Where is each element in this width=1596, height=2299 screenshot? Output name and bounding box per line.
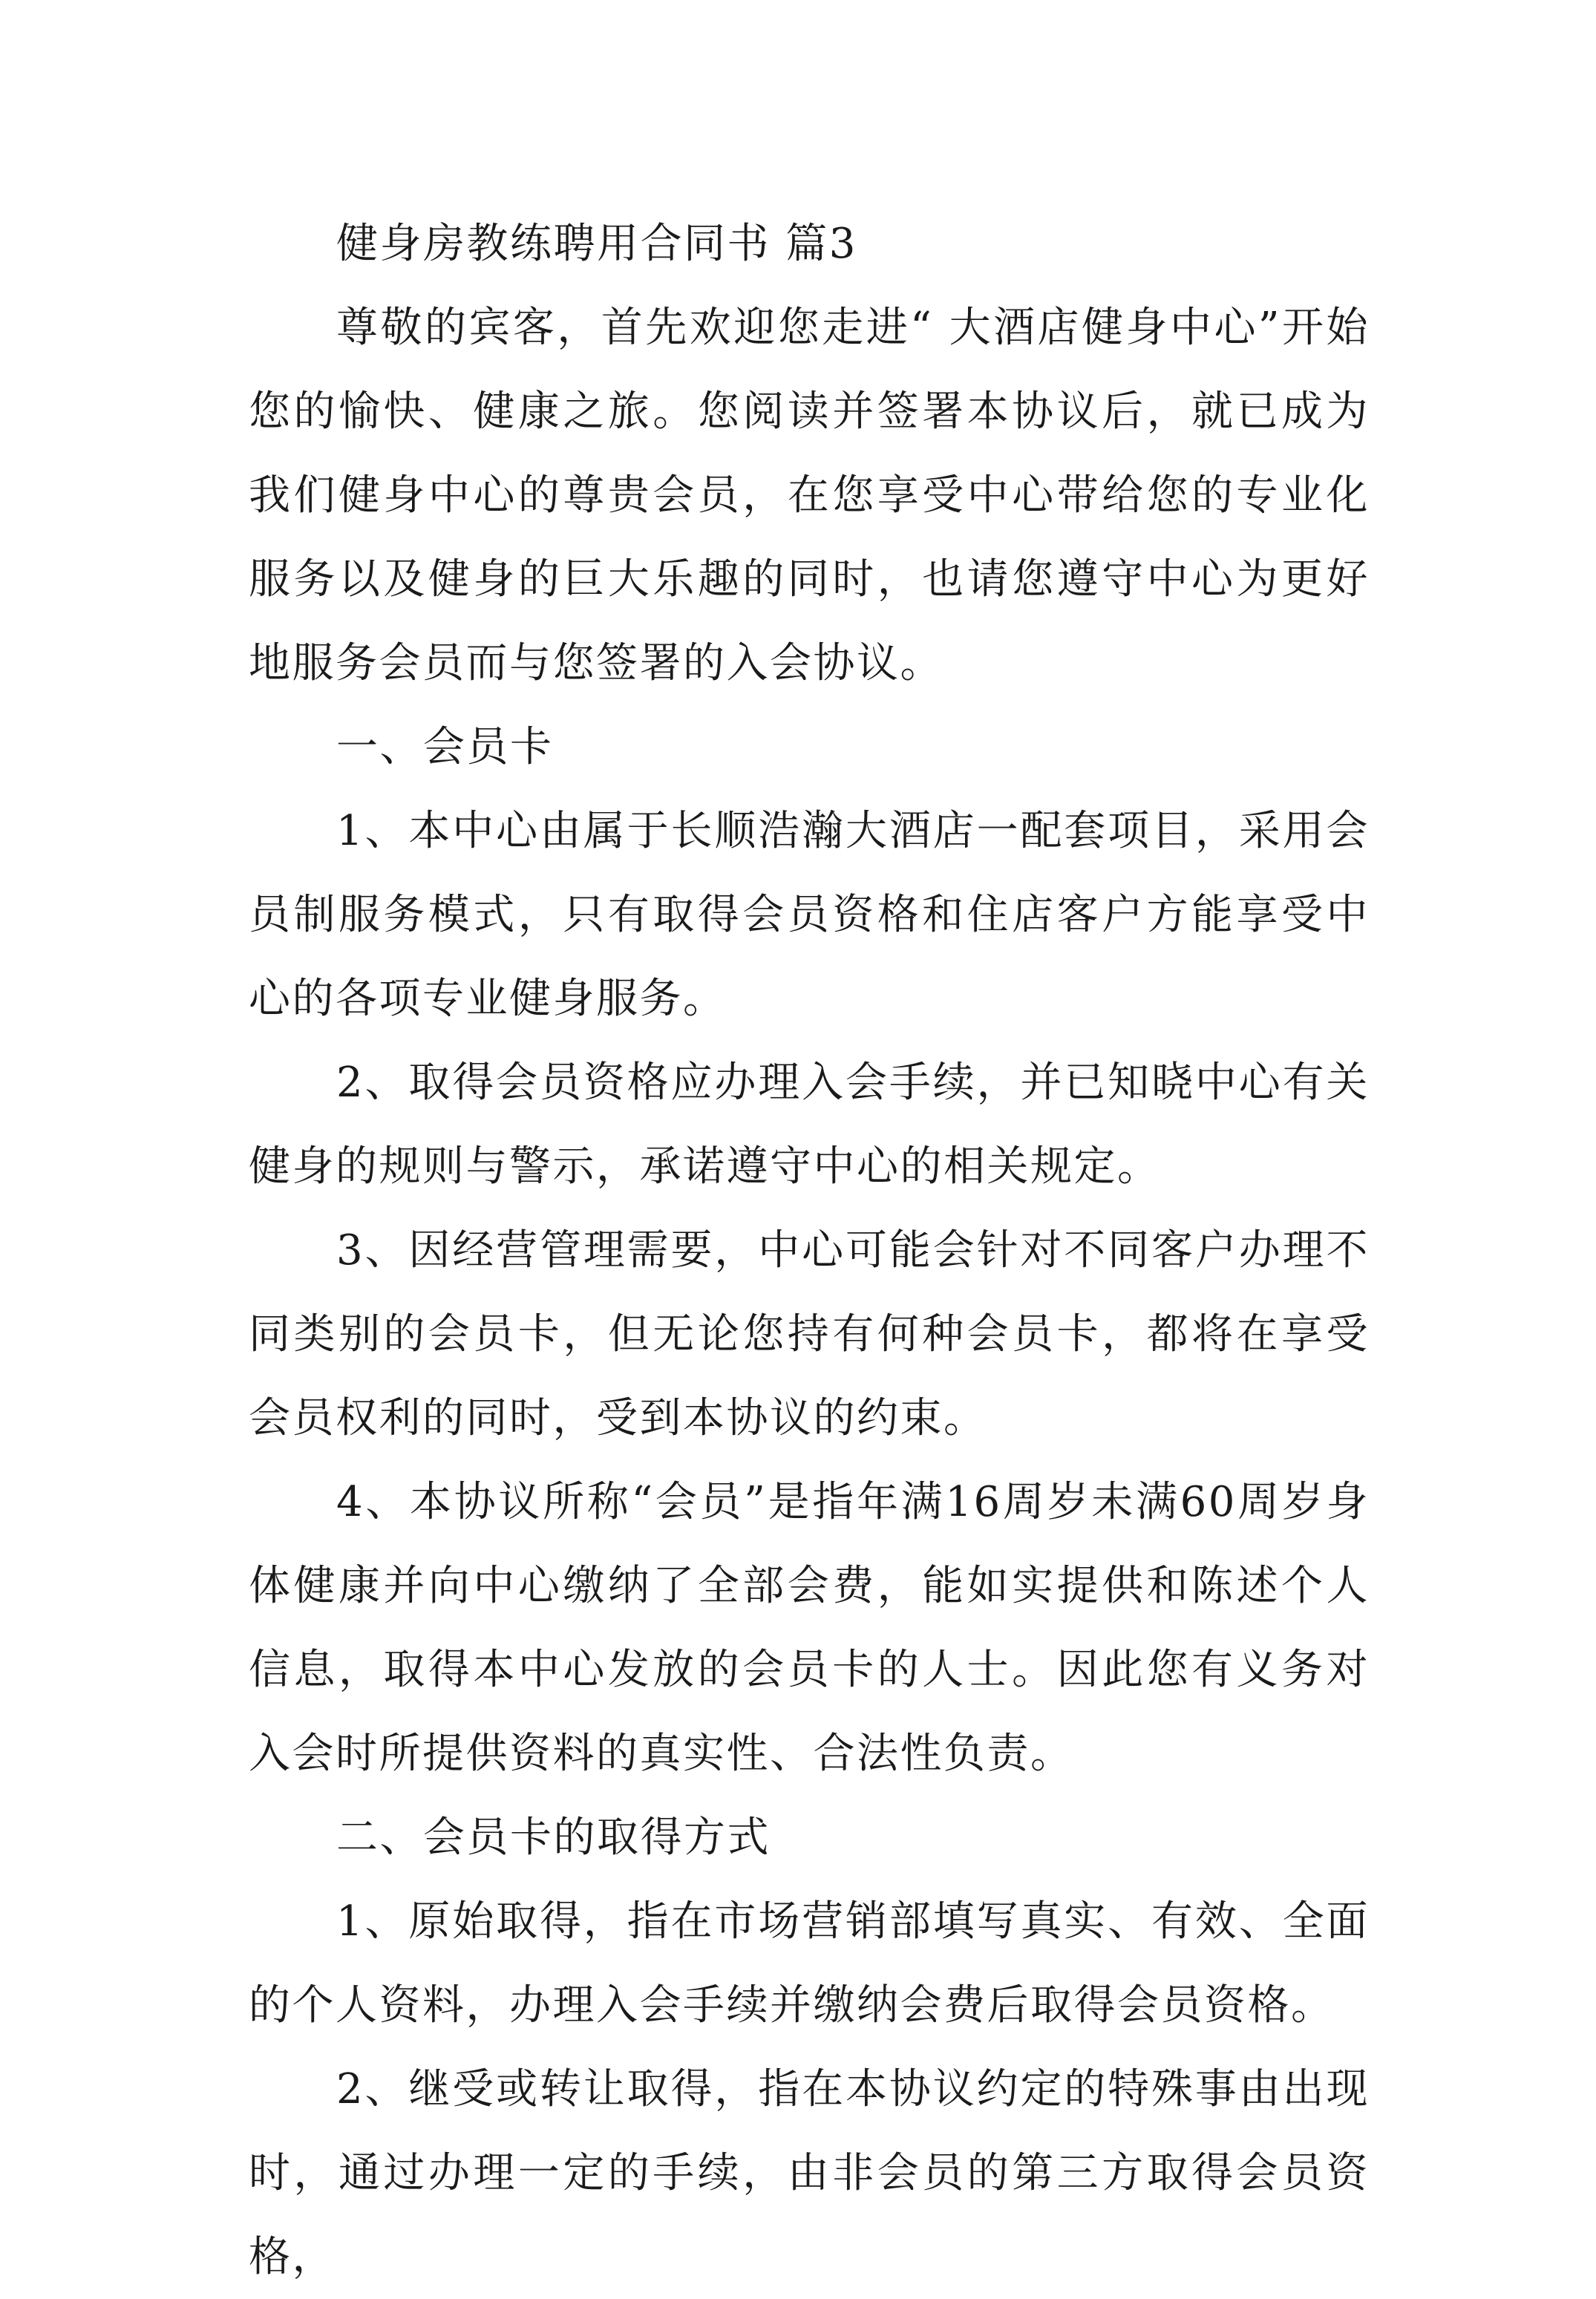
clause-2-2: 2、继受或转让取得，指在本协议约定的特殊事由出现时，通过办理一定的手续，由非会员的第三方取得会员资格，	[249, 2065, 1370, 2281]
clause-1-1: 1、本中心由属于长顺浩瀚大酒店一配套项目，采用会员制服务模式，只有取得会员资格和住店客户方能享受中心的各项专业健身服务。	[249, 807, 1370, 1023]
clause-2-1: 1、原始取得，指在市场营销部填写真实、有效、全面的个人资料，办理入会手续并缴纳会费后取得会员资格。	[249, 1897, 1370, 2030]
section-heading-card-acquisition: 二、会员卡的取得方式	[336, 1814, 771, 1862]
document-title: 健身房教练聘用合同书 篇3	[336, 220, 857, 268]
section-heading-membership-card: 一、会员卡	[336, 723, 554, 771]
paragraph-intro: 尊敬的宾客，首先欢迎您走进“ 大酒店健身中心”开始您的愉快、健康之旅。您阅读并签署本协议后，就已成为我们健身中心的尊贵会员，在您享受中心带给您的专业化服务以及健身的巨大乐趣的同时，也请您遵守中心为更好地服务会员而与您签署的入会协议。	[249, 304, 1370, 687]
clause-1-2: 2、取得会员资格应办理入会手续，并已知晓中心有关健身的规则与警示，承诺遵守中心的相关规定。	[249, 1059, 1370, 1191]
clause-1-4: 4、本协议所称“会员”是指年满16周岁未满60周岁身体健康并向中心缴纳了全部会费，能如实提供和陈述个人信息，取得本中心发放的会员卡的人士。因此您有义务对入会时所提供资料的真实性、合法性负责。	[249, 1478, 1370, 1778]
clause-1-3: 3、因经营管理需要，中心可能会针对不同客户办理不同类别的会员卡，但无论您持有何种会员卡，都将在享受会员权利的同时，受到本协议的约束。	[249, 1226, 1370, 1442]
document-body	[249, 202, 1370, 2299]
